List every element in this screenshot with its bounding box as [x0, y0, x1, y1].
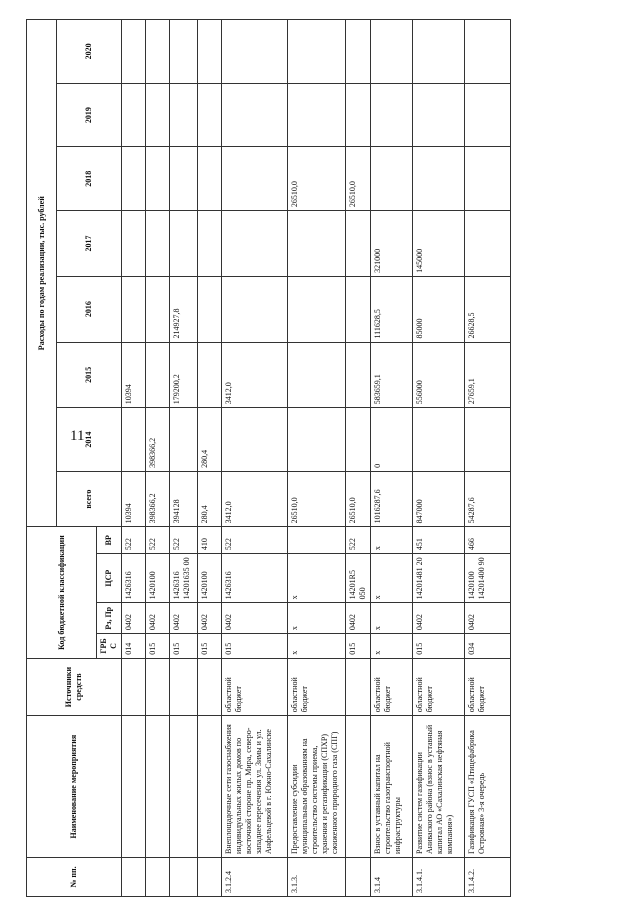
row-2014: [288, 408, 346, 472]
row-vr: 466: [465, 527, 511, 554]
row-2017: 145000: [413, 211, 465, 277]
row-source: областной бюджет: [465, 658, 511, 716]
row-source: [122, 658, 146, 716]
row-rzpr: 0402: [146, 603, 170, 634]
row-2019: [170, 83, 198, 147]
row-2014: 0: [371, 408, 413, 472]
row-rzpr: х: [288, 603, 346, 634]
table-body: [122, 20, 511, 897]
row-2015: 3412,0: [222, 342, 288, 408]
row-source: [146, 658, 170, 716]
row-number: 3.1.4.1.: [413, 857, 465, 896]
row-2018: [371, 147, 413, 211]
row-2017: 321000: [371, 211, 413, 277]
header-year: 2020: [57, 20, 122, 84]
row-total: 10394: [122, 471, 146, 526]
row-grbs: 015: [346, 634, 371, 659]
row-2017: [346, 211, 371, 277]
row-2017: [146, 211, 170, 277]
row-2015: 10394: [122, 342, 146, 408]
row-total: 26510,0: [346, 471, 371, 526]
row-2017: [465, 211, 511, 277]
row-csr: 14201481 20: [413, 554, 465, 603]
header-budget-code: Код бюджетной классификации: [27, 527, 97, 658]
table-row: [346, 20, 371, 897]
row-grbs: 014: [122, 634, 146, 659]
row-2019: [222, 83, 288, 147]
header-expenses: Расходы по годам реализации, тыс. рублей: [27, 20, 57, 527]
row-2018: [146, 147, 170, 211]
row-2019: [198, 83, 222, 147]
row-2017: [198, 211, 222, 277]
row-number: 3.1.4.2.: [465, 857, 511, 896]
row-number: 3.1.2.4: [222, 857, 288, 896]
row-rzpr: 0402: [465, 603, 511, 634]
row-2015: 27659,1: [465, 342, 511, 408]
row-csr: 1420100 14201400 90: [465, 554, 511, 603]
row-vr: 451: [413, 527, 465, 554]
budget-table: [26, 19, 511, 897]
table-row: [146, 20, 170, 897]
row-number: [146, 857, 170, 896]
row-2014: [170, 408, 198, 472]
row-2014: 280,4: [198, 408, 222, 472]
row-2015: [146, 342, 170, 408]
row-csr: 1420100: [198, 554, 222, 603]
row-rzpr: 0402: [346, 603, 371, 634]
row-2018: [465, 147, 511, 211]
row-grbs: 015: [198, 634, 222, 659]
table-row: [122, 20, 146, 897]
row-name: [198, 716, 222, 858]
row-source: областной бюджет: [413, 658, 465, 716]
table-row: [222, 20, 288, 897]
row-2015: 583659,1: [371, 342, 413, 408]
row-2015: 179200,2: [170, 342, 198, 408]
row-2019: [413, 83, 465, 147]
row-vr: 522: [122, 527, 146, 554]
row-grbs: 034: [465, 634, 511, 659]
row-name: [146, 716, 170, 858]
row-rzpr: х: [371, 603, 413, 634]
row-2014: [222, 408, 288, 472]
row-name: Развитие систем газификации Аниваского района (взнос в уставный капитал АО «Сахалинская нефтяная компания»): [413, 716, 465, 858]
row-2020: [198, 20, 222, 84]
row-2019: [288, 83, 346, 147]
row-2015: [288, 342, 346, 408]
row-source: областной бюджет: [222, 658, 288, 716]
row-2017: [122, 211, 146, 277]
row-2020: [413, 20, 465, 84]
row-total: 280,4: [198, 471, 222, 526]
row-name: [346, 716, 371, 858]
row-vr: 522: [222, 527, 288, 554]
row-grbs: 015: [170, 634, 198, 659]
row-rzpr: 0402: [170, 603, 198, 634]
row-2014: [122, 408, 146, 472]
row-number: [122, 857, 146, 896]
row-total: 398366,2: [146, 471, 170, 526]
row-total: 54287,6: [465, 471, 511, 526]
row-2020: [170, 20, 198, 84]
row-2016: 26628,5: [465, 276, 511, 342]
table-row: [371, 20, 413, 897]
row-2016: [222, 276, 288, 342]
row-2016: 85000: [413, 276, 465, 342]
row-number: 3.1.3.: [288, 857, 346, 896]
row-2018: 26510,0: [346, 147, 371, 211]
row-source: [198, 658, 222, 716]
row-grbs: 015: [146, 634, 170, 659]
row-grbs: х: [371, 634, 413, 659]
row-total: 1016287,6: [371, 471, 413, 526]
row-csr: 1426316 14201635 00: [170, 554, 198, 603]
row-2018: [170, 147, 198, 211]
row-2018: 26510,0: [288, 147, 346, 211]
row-2015: [198, 342, 222, 408]
row-2020: [465, 20, 511, 84]
row-2016: [346, 276, 371, 342]
row-source: [346, 658, 371, 716]
table-row: [288, 20, 346, 897]
row-2015: [346, 342, 371, 408]
row-2020: [371, 20, 413, 84]
header-total: всего: [57, 471, 122, 526]
row-rzpr: 0402: [413, 603, 465, 634]
row-number: 3.1.4: [371, 857, 413, 896]
row-2020: [146, 20, 170, 84]
row-2019: [146, 83, 170, 147]
row-vr: 410: [198, 527, 222, 554]
row-name: [122, 716, 146, 858]
row-2014: [346, 408, 371, 472]
row-name: Газификация ГУСП «Птицефабрика Островная» 3-я очередь: [465, 716, 511, 858]
row-name: Предоставление субсидии муниципальным образованиям на строительство системы приема, хранения и регазификации (СПХР) сжиженного природного газа (СПГ): [288, 716, 346, 858]
row-grbs: х: [288, 634, 346, 659]
row-csr: х: [288, 554, 346, 603]
row-2019: [465, 83, 511, 147]
header-name: Наименование мероприятия: [27, 716, 122, 858]
row-total: 847000: [413, 471, 465, 526]
row-2020: [288, 20, 346, 84]
row-2016: 111628,5: [371, 276, 413, 342]
row-vr: [288, 527, 346, 554]
row-source: областной бюджет: [288, 658, 346, 716]
row-2016: [288, 276, 346, 342]
header-csr: ЦСР: [97, 554, 122, 603]
row-name: Внеплощадочные сети газоснабжения индивидуальных жилых домов по восточной стороне пр. Мира, северо-западнее пересечения ул. Зимы и ул. Анфельцевой в г. Южно-Сахалинске: [222, 716, 288, 858]
header-year: 2019: [57, 83, 122, 147]
row-vr: 522: [170, 527, 198, 554]
row-csr: х: [371, 554, 413, 603]
row-source: [170, 658, 198, 716]
row-name: [170, 716, 198, 858]
header-year: 2014: [57, 408, 122, 472]
row-total: 3412,0: [222, 471, 288, 526]
header-year: 2016: [57, 276, 122, 342]
header-num: № пп.: [27, 857, 122, 896]
header-source: Источники средств: [27, 658, 122, 716]
table-row: [465, 20, 511, 897]
row-rzpr: 0402: [222, 603, 288, 634]
row-2016: 214927,8: [170, 276, 198, 342]
header-grbs: ГРБС: [97, 634, 122, 659]
row-2018: [413, 147, 465, 211]
row-2014: 398366,2: [146, 408, 170, 472]
row-2016: [122, 276, 146, 342]
row-2019: [346, 83, 371, 147]
row-vr: 522: [346, 527, 371, 554]
row-2014: [465, 408, 511, 472]
row-2020: [346, 20, 371, 84]
row-2017: [288, 211, 346, 277]
row-2020: [122, 20, 146, 84]
row-name: Взнос в уставный капитал на строительство газотранспортной инфраструктуры: [371, 716, 413, 858]
row-vr: 522: [146, 527, 170, 554]
row-total: 394128: [170, 471, 198, 526]
row-source: областной бюджет: [371, 658, 413, 716]
row-number: [346, 857, 371, 896]
row-grbs: 015: [413, 634, 465, 659]
row-total: 26510,0: [288, 471, 346, 526]
table-row: [413, 20, 465, 897]
row-2018: [222, 147, 288, 211]
row-2015: 556000: [413, 342, 465, 408]
table-row: [170, 20, 198, 897]
row-vr: х: [371, 527, 413, 554]
row-grbs: 015: [222, 634, 288, 659]
row-number: [170, 857, 198, 896]
row-csr: 1420100: [146, 554, 170, 603]
row-2014: [413, 408, 465, 472]
row-2018: [198, 147, 222, 211]
row-2018: [122, 147, 146, 211]
header-rzpr: Рз, Пр: [97, 603, 122, 634]
row-2020: [222, 20, 288, 84]
row-rzpr: 0402: [198, 603, 222, 634]
row-2016: [146, 276, 170, 342]
row-2017: [222, 211, 288, 277]
row-2019: [122, 83, 146, 147]
row-2016: [198, 276, 222, 342]
row-csr: 1426316: [222, 554, 288, 603]
row-csr: 1426316: [122, 554, 146, 603]
row-number: [198, 857, 222, 896]
header-vr: ВР: [97, 527, 122, 554]
header-year: 2017: [57, 211, 122, 277]
header-year: 2015: [57, 342, 122, 408]
table-row: [198, 20, 222, 897]
row-rzpr: 0402: [122, 603, 146, 634]
row-2017: [170, 211, 198, 277]
row-2019: [371, 83, 413, 147]
row-csr: 14201R5 050: [346, 554, 371, 603]
header-year: 2018: [57, 147, 122, 211]
page-number: 11: [70, 428, 85, 444]
